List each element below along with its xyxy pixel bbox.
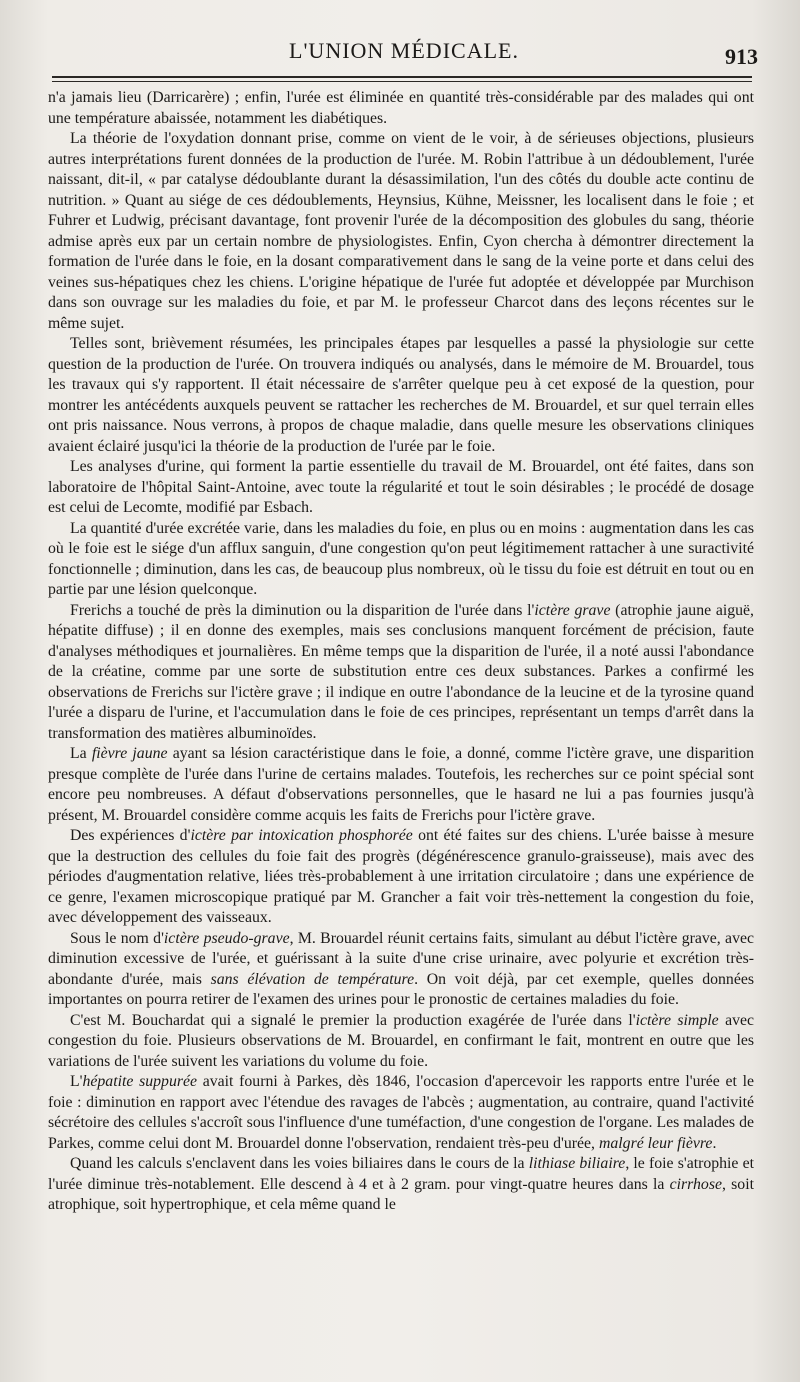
text-run: ayant sa lésion caractéristique dans le foie, a donné, comme l'ictère grave, une disparition presque complète de l'urée dans l'urine de certains malades. Toutefois, les recherches sur ce point spécial sont encore peu nombreuses. A défaut d'observations personnelles, que le hasard ne lui a pas fournies jusqu'à présent, M. Brouardel considère comme acquis les faits de Frerichs pour l'ictère grave. [48, 745, 755, 824]
text-run: Frerichs a touché de près la diminution ou la disparition de l'urée dans l' [70, 601, 535, 619]
text-run: avait fourni à Parkes, dès 1846, l'occasion d'apercevoir les rapports entre l'urée et le foie : diminution en rapport avec l'étendue des ravages de l'abcès ; augmentation, au contraire, quand l'activité sécrétoire des cellules s'accroît sous l'influence d'une tuméfaction, d'une congestion de l'organe. Les malades de Parkes, comme celui dont M. Brouardel donne l'observation, rendaient très-peu d'urée, [48, 1073, 754, 1152]
italic-term: fièvre jaune [91, 745, 168, 762]
text-run: L' [70, 1073, 83, 1090]
paragraph [48, 519, 754, 601]
text-run: , M. Brouardel réunit certains faits, simulant au début l'ictère grave, avec diminution excessive de l'urée, et guérissant à la suite d'une crise urinaire, avec polyurie et excrétion très-abondante d'urée, mais [48, 929, 754, 988]
text-run: , le foie s'atrophie et l'urée diminue très-notablement. Elle descend à 4 et à 2 gram. pour vingt-quatre heures dans la [48, 1155, 755, 1193]
text-run: Sous le nom d' [70, 929, 164, 947]
paragraph [48, 457, 754, 519]
paragraph [48, 826, 754, 929]
text-run: (atrophie jaune aiguë, hépatite diffuse) ; il en donne des exemples, mais ses conclusions manquent forcément de précision, faute d'analyses méthodiques et journalières. En même temps que la disparition de l'urée, il a noté aussi l'abondance de la créatine, comme par une sorte de substitution entre ces deux substances. Parkes a confirmé les observations de Frerichs sur l'ictère grave ; il indique en outre l'abondance de la leucine et de la tyrosine quand l'urée a disparu de l'urine, et l'accumulation dans le foie de ces principes, représentant un temps d'arrêt dans la transformation des matières albuminoïdes. [48, 601, 754, 742]
paragraph [48, 334, 754, 457]
paragraph [48, 88, 754, 129]
italic-term: sans élévation de température [210, 970, 415, 988]
paragraph [48, 1072, 754, 1154]
text-run: , soit atrophique, soit hypertrophique, et cela même quand le [48, 1175, 754, 1213]
italic-term: lithiase biliaire [528, 1155, 626, 1172]
page-header [48, 34, 760, 74]
article-body [48, 88, 754, 1216]
italic-term: hépatite suppurée [82, 1073, 198, 1090]
text-run: La [70, 745, 92, 762]
page-number: 913 [725, 44, 758, 69]
header-rule [52, 76, 752, 82]
text-run: La quantité d'urée excrétée varie, dans les maladies du foie, en plus ou en moins : augmentation dans les cas où le foie est le siége d'un afflux sanguin, d'une congestion qu'on peut légitimement rattacher à une suractivité fonctionnelle ; diminution, dans les cas, de beaucoup plus nombreux, où le tissu du foie est détruit en tout ou en partie par une lésion quelconque. [48, 519, 754, 598]
text-run: C'est M. Bouchardat qui a signalé le premier la production exagérée de l'urée dans l' [70, 1011, 636, 1029]
running-title: L'UNION MÉDICALE. [289, 38, 519, 63]
italic-term: malgré leur fièvre [598, 1134, 713, 1152]
text-run: . On voit déjà, par cet exemple, quelles données importantes on pourra retirer de l'examen des urines pour le pronostic de certaines maladies du foie. [48, 970, 755, 1008]
text-run: . [712, 1134, 717, 1152]
text-run: Quand les calculs s'enclavent dans les voies biliaires dans le cours de la [70, 1155, 529, 1172]
text-run: n'a jamais lieu (Darricarère) ; enfin, l'urée est éliminée en quantité très-considérable par des malades qui ont une température abaissée, notamment les diabétiques. [48, 89, 754, 127]
text-run: La théorie de l'oxydation donnant prise, comme on vient de le voir, à de sérieuses objections, plusieurs autres interprétations furent données de la production de l'urée. M. Robin l'attribue à un dédoublement, l'urée naissant, dit-il, « par catalyse dédoublante durant la désassimilation, l'un des côtés du double acte continu de nutrition. » Quant au siége de ces dédoublements, Heynsius, Kühne, Meissner, les localisent dans le foie ; et Fuhrer et Ludwig, précisant davantage, font provenir l'urée de la décomposition des globules du sang, théorie admise après eux par un certain nombre de physiologistes. Enfin, Cyon chercha à démontrer directement la formation de l'urée dans le foie, en la dosant comparativement dans le sang de la veine porte et dans celui des veines sus-hépatiques chez les chiens. L'origine hépatique de l'urée fut adoptée et développée par Murchison dans son ouvrage sur les maladies du foie, et par M. le professeur Charcot dans des leçons récentes sur le même sujet. [48, 130, 754, 332]
italic-term: ictère pseudo-grave [163, 929, 290, 947]
italic-term: ictère par intoxication phosphorée [190, 827, 413, 844]
paragraph [48, 744, 754, 826]
italic-term: cirrhose [669, 1175, 722, 1193]
paragraph [48, 929, 754, 1011]
text-run: avec congestion du foie. Plusieurs observations de M. Brouardel, en confirmant le fait, montrent en outre que les variations de l'urée suivent les variations du volume du foie. [48, 1011, 754, 1070]
paragraph [48, 601, 754, 745]
text-run: Les analyses d'urine, qui forment la partie essentielle du travail de M. Brouardel, ont été faites, dans son laboratoire de l'hôpital Saint-Antoine, avec toute la régularité et tout le soin désirables ; le procédé de dosage est celui de Lecomte, modifié par Esbach. [48, 458, 754, 516]
italic-term: ictère grave [534, 601, 611, 619]
paragraph [48, 1154, 754, 1216]
paragraph [48, 129, 754, 334]
italic-term: ictère simple [635, 1011, 719, 1029]
text-run: Des expériences d' [70, 827, 191, 844]
text-run: Telles sont, brièvement résumées, les principales étapes par lesquelles a passé la physiologie sur cette question de la production de l'urée. On trouvera indiqués ou analysés, dans le mémoire de M. Brouardel, tous les travaux qui s'y rapportent. Il était nécessaire de s'arrêter quelque peu à cet exposé de la question, pour montrer les antécédents auxquels peuvent se rattacher les recherches de M. Brouardel, et sur quel terrain elles ont pris naissance. Nous verrons, à propos de chaque maladie, dans quelle mesure les observations cliniques avaient éclairé jusqu'ici la théorie de la production de l'urée par le foie. [48, 335, 754, 455]
text-run: ont été faites sur des chiens. L'urée baisse à mesure que la destruction des cellules du foie fait des progrès (dégénérescence granulo-graisseuse), mais avec des périodes d'augmentation relative, liées très-probablement à une irritation circulatoire ; dans une expérience de ce genre, l'examen microscopique pratiqué par M. Grancher a fait voir très-nettement la congestion du foie, avec développement des vaisseaux. [48, 827, 754, 926]
paragraph [48, 1011, 754, 1073]
